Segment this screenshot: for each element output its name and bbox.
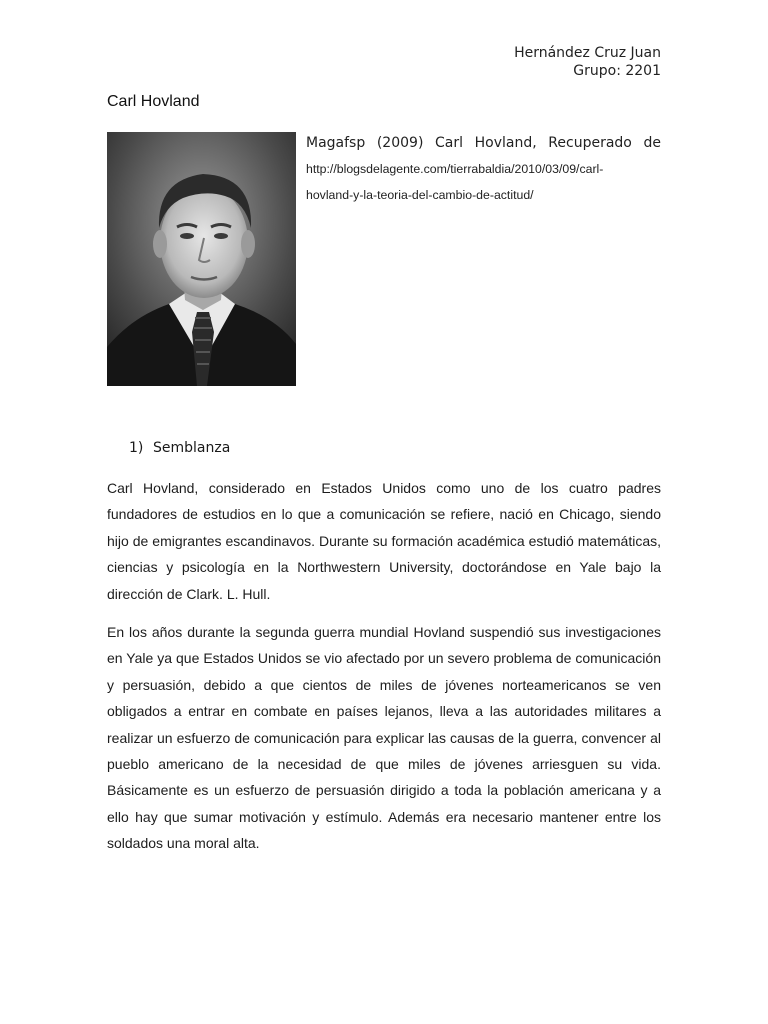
paragraph-1: Carl Hovland, considerado en Estados Unidos como uno de los cuatro padres fundadores de estudios en lo que a comunicación se refiere, nació en Chicago, siendo hijo de emigrantes escandinavos. Durante su formación académica estudió matemáticas, ciencias y psicología en la Northwestern University, doctorándose en Yale bajo la dirección de Clark. L. Hull.: [107, 480, 661, 602]
section-title: Semblanza: [153, 440, 231, 456]
paragraph-2: En los años durante la segunda guerra mundial Hovland suspendió sus investigaciones en Yale ya que Estados Unidos se vio afectado por un severo problema de comunicación y persuasión, debido a que cientos de miles de jóvenes norteamericanos se ven obligados a entrar en combate en países lejanos, lleva a las autoridades militares a realizar un esfuerzo de comunicación para explicar las causas de la guerra, convencer al pueblo americano de la necesidad de que miles de jóvenes arriesguen su vida. Básicamente es un esfuerzo de persuasión dirigido a toda la población americana y a ello hay que sumar motivación y estímulo. Además era necesario mantener entre los soldados una moral alta.: [107, 624, 661, 852]
citation-source: Magafsp (2009) Carl Hovland, Recuperado de: [306, 135, 661, 151]
citation-url-line-2[interactable]: hovland-y-la-teoria-del-cambio-de-actitud/: [306, 188, 534, 202]
document-title: Carl Hovland: [107, 93, 200, 110]
author-name: Hernández Cruz Juan: [514, 45, 661, 61]
section-heading: [129, 440, 230, 456]
image-citation: [306, 130, 661, 208]
group-label: Grupo: 2201: [573, 63, 661, 79]
section-number: 1): [129, 440, 144, 456]
document-header: [514, 44, 661, 80]
portrait-photo: [107, 132, 296, 386]
citation-url-line-1[interactable]: http://blogsdelagente.com/tierrabaldia/2010/03/09/carl-: [306, 162, 604, 176]
